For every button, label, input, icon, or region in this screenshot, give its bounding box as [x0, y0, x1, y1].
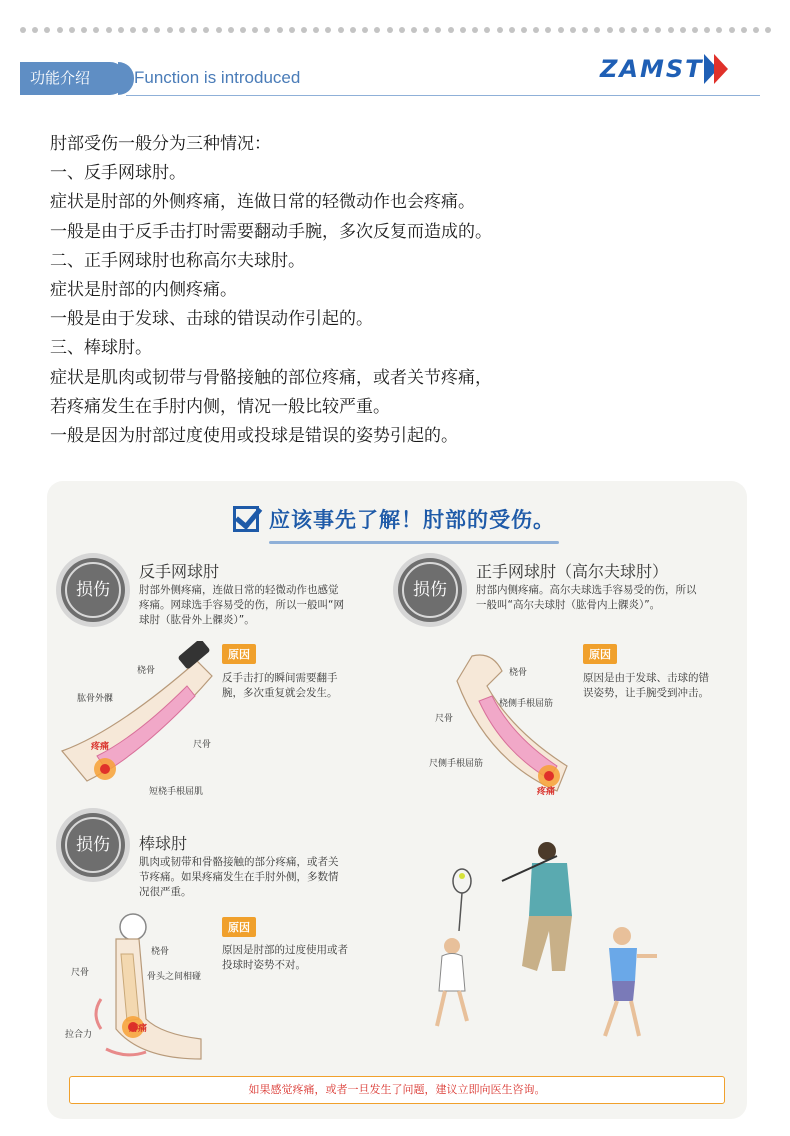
divider-dot: [277, 27, 283, 33]
doctor-advice-banner: 如果感觉疼痛，或者一旦发生了问题，建议立即向医生咨询。: [69, 1076, 725, 1104]
divider-dot: [264, 27, 270, 33]
divider-dot: [448, 27, 454, 33]
divider-dot: [655, 27, 661, 33]
divider-dot: [607, 27, 613, 33]
cause-tag: 原因: [222, 644, 256, 664]
checkmark-icon: [233, 506, 259, 532]
divider-dot: [472, 27, 478, 33]
section-title: 棒球肘: [139, 834, 188, 853]
divider-dot: [301, 27, 307, 33]
label-muscle: 短桡手根屈肌: [149, 787, 204, 797]
divider-dot: [399, 27, 405, 33]
divider-dot: [252, 27, 258, 33]
title-underline: [269, 541, 559, 544]
divider-dot: [668, 27, 674, 33]
arm-diagram-baseball: [61, 909, 211, 1064]
intro-line: 一般是由于反手击打时需要翻动手腕，多次反复而造成的。: [50, 221, 492, 242]
cause-tag: 原因: [583, 644, 617, 664]
divider-dot: [423, 27, 429, 33]
section-tab-label: 功能介绍: [30, 69, 91, 87]
divider-dot: [32, 27, 38, 33]
text-line: 一般叫“高尔夫球肘（肱骨内上髁炎）”。: [476, 599, 661, 611]
divider-dot: [716, 27, 722, 33]
brand-logo-text: ZAMST: [600, 55, 704, 83]
label-lateral-epicondyle: 肱骨外髁: [77, 694, 114, 704]
arm-diagram-forehand: [417, 641, 577, 801]
section-title: 正手网球肘（高尔夫球肘）: [476, 562, 669, 581]
intro-line: 若疼痛发生在手肘内侧，情况一般比较严重。: [50, 396, 390, 417]
label-pain: 疼痛: [91, 742, 110, 752]
intro-line: 三、棒球肘。: [50, 338, 152, 359]
arm-diagram-backhand: [57, 641, 227, 801]
divider-dot: [240, 27, 246, 33]
divider-dot: [692, 27, 698, 33]
divider-dot: [118, 27, 124, 33]
injury-badge: 损伤: [398, 558, 462, 622]
divider-dot: [106, 27, 112, 33]
divider-dot: [484, 27, 490, 33]
divider-dot: [729, 27, 735, 33]
divider-dot: [435, 27, 441, 33]
label-ulna: 尺骨: [193, 740, 212, 750]
divider-dot: [313, 27, 319, 33]
divider-dot: [179, 27, 185, 33]
divider-dot: [154, 27, 160, 33]
divider-dot: [497, 27, 503, 33]
label-ulnar-flexor: 尺侧手根屈筋: [429, 759, 484, 769]
divider-dot: [765, 27, 771, 33]
intro-line: 症状是肌肉或韧带与骨骼接触的部位疼痛，或者关节疼痛，: [50, 367, 492, 388]
divider-dot: [387, 27, 393, 33]
intro-line: 症状是肘部的内侧疼痛。: [50, 280, 237, 301]
divider-dot: [631, 27, 637, 33]
text-line: 节疼痛。如果疼痛发生在手肘外侧，多数情: [139, 871, 339, 883]
label-pain: 疼痛: [537, 787, 556, 797]
divider-dot: [289, 27, 295, 33]
text-line: 腕，多次重复就会发生。: [222, 687, 338, 699]
divider-dot: [216, 27, 222, 33]
label-pain: 疼痛: [129, 1024, 148, 1034]
text-line: 况很严重。: [139, 886, 192, 898]
divider-dot: [460, 27, 466, 33]
divider-dot: [545, 27, 551, 33]
label-radius: 桡骨: [151, 947, 170, 957]
label-pulling-force: 拉合力: [65, 1030, 93, 1040]
chevron-logo-icon: [708, 54, 728, 84]
divider-dot: [570, 27, 576, 33]
section-description: [476, 583, 697, 613]
divider-dot: [558, 27, 564, 33]
divider-dot: [93, 27, 99, 33]
label-radial-flexor: 桡侧手根屈筋: [499, 699, 554, 709]
text-line: 球肘（肱骨外上髁炎）”。: [139, 614, 255, 626]
divider-dot: [374, 27, 380, 33]
text-line: 肘部内侧疼痛。高尔夫球选手容易受的伤，所以: [476, 584, 697, 596]
section-tab: [20, 62, 126, 95]
divider-dot: [521, 27, 527, 33]
injury-badge: 损伤: [61, 558, 125, 622]
divider-dot: [44, 27, 50, 33]
intro-line: 二、正手网球肘也称高尔夫球肘。: [50, 250, 305, 271]
text-line: 原因是由于发球、击球的错: [583, 672, 709, 684]
section-description: [139, 855, 339, 900]
header-rule: [126, 95, 760, 96]
section-subtitle: Function is introduced: [134, 68, 301, 87]
section-header: [20, 55, 760, 96]
intro-line: 肘部受伤一般分为三种情况：: [50, 134, 271, 154]
label-ulna: 尺骨: [435, 714, 454, 724]
divider-dot: [69, 27, 75, 33]
intro-line: 一般是因为肘部过度使用或投球是错误的姿势引起的。: [50, 426, 458, 447]
divider-dot: [704, 27, 710, 33]
injury-badge: 损伤: [61, 813, 125, 877]
divider-dot: [411, 27, 417, 33]
text-line: 肘部外侧疼痛，连做日常的轻微动作也感觉: [139, 584, 339, 596]
divider-dot: [203, 27, 209, 33]
divider-dot: [130, 27, 136, 33]
text-line: 反手击打的瞬间需要翻手: [222, 672, 338, 684]
divider-dot: [619, 27, 625, 33]
divider-dot: [680, 27, 686, 33]
label-radius: 桡骨: [509, 668, 528, 678]
intro-line: 症状是肘部的外侧疼痛，连做日常的轻微动作也会疼痛。: [50, 192, 475, 213]
dotted-divider: [20, 27, 772, 35]
divider-dot: [350, 27, 356, 33]
cause-text: [222, 671, 338, 701]
text-line: 投球时姿势不对。: [222, 959, 306, 971]
text-line: 误姿势，让手腕受到冲击。: [583, 687, 709, 699]
text-line: 疼痛。网球选手容易受的伤，所以一般叫“网: [139, 599, 344, 611]
panel-title: [233, 499, 555, 539]
cause-text: [583, 671, 709, 701]
athletes-illustration: [407, 821, 667, 1051]
intro-text: [50, 130, 750, 451]
divider-dot: [167, 27, 173, 33]
label-ulna: 尺骨: [71, 968, 90, 978]
divider-dot: [81, 27, 87, 33]
divider-dot: [582, 27, 588, 33]
cause-text: [222, 943, 348, 973]
divider-dot: [191, 27, 197, 33]
divider-dot: [594, 27, 600, 33]
divider-dot: [643, 27, 649, 33]
label-radius: 桡骨: [137, 666, 156, 676]
divider-dot: [741, 27, 747, 33]
section-description: [139, 583, 344, 628]
divider-dot: [753, 27, 759, 33]
panel-title-text: 应该事先了解！肘部的受伤。: [269, 508, 555, 532]
cause-tag: 原因: [222, 917, 256, 937]
divider-dot: [533, 27, 539, 33]
divider-dot: [509, 27, 515, 33]
label-bone-contact: 骨头之间相碰: [147, 972, 202, 982]
divider-dot: [325, 27, 331, 33]
text-line: 原因是肘部的过度使用或者: [222, 944, 348, 956]
injury-panel: [47, 481, 747, 1119]
intro-line: 一般是由于发球、击球的错误动作引起的。: [50, 309, 373, 330]
text-line: 肌肉或韧带和骨骼接触的部分疼痛，或者关: [139, 856, 339, 868]
section-title: 反手网球肘: [139, 562, 220, 581]
divider-dot: [142, 27, 148, 33]
brand-logo: [600, 52, 760, 86]
intro-line: 一、反手网球肘。: [50, 163, 186, 184]
divider-dot: [228, 27, 234, 33]
divider-dot: [362, 27, 368, 33]
divider-dot: [338, 27, 344, 33]
divider-dot: [57, 27, 63, 33]
divider-dot: [20, 27, 26, 33]
